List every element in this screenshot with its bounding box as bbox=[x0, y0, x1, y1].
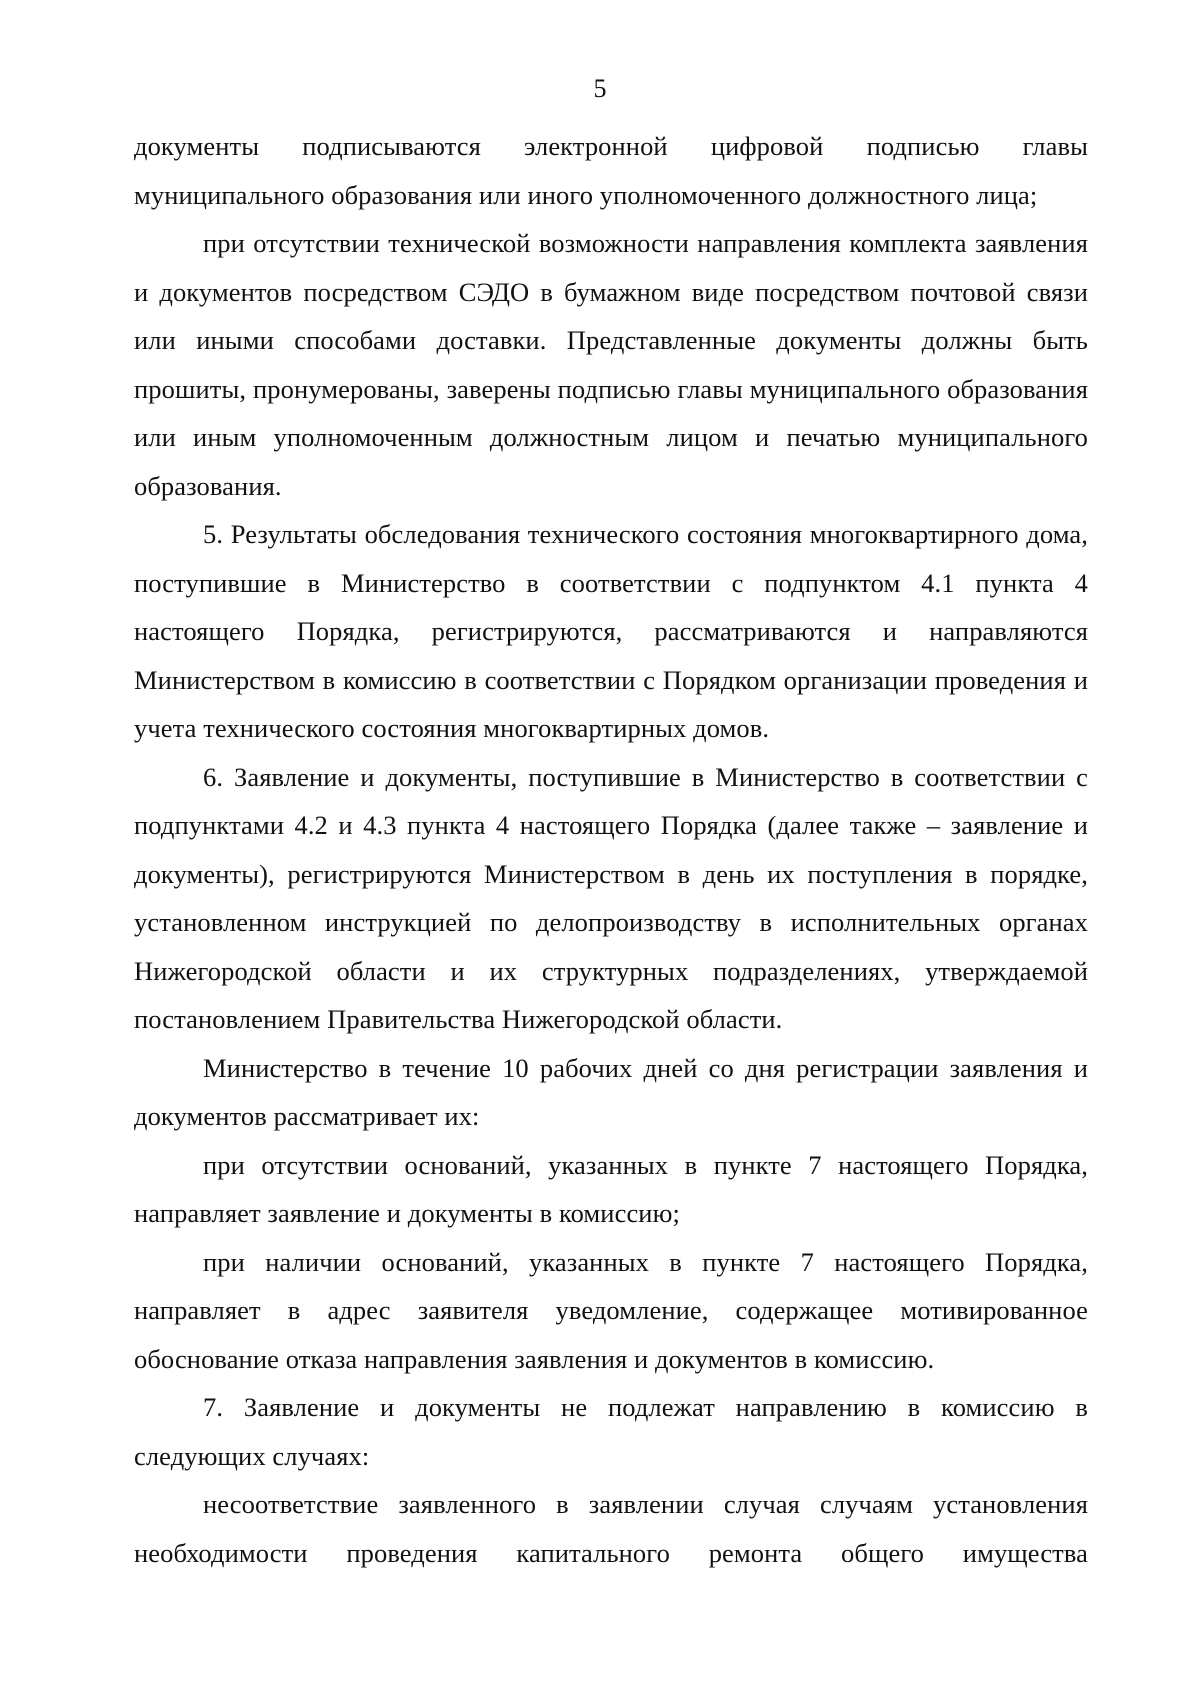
paragraph-item-6: 6. Заявление и документы, поступившие в Министерство в соответствии с подпунктами 4.2 и 4.3 пункта 4 настоящего Порядка (далее также – заявление и документы), регистрируются Министерством в день их поступления в порядке, установленном инструкцией по делопроизводству в исполнительных органах Нижегородской области и их структурных подразделениях, утверждаемой постановлением Правительства Нижегородской области. bbox=[134, 761, 1088, 1034]
paragraph-review-period: Министерство в течение 10 рабочих дней со дня регистрации заявления и документов рассматривает их: bbox=[134, 1052, 1088, 1131]
paragraph-grounds-present: при наличии оснований, указанных в пункте 7 настоящего Порядка, направляет в адрес заявителя уведомление, содержащее мотивированное обоснование отказа направления заявления и документов в комиссию. bbox=[134, 1246, 1088, 1374]
paragraph-paper-submission: при отсутствии технической возможности направления комплекта заявления и документов посредством СЭДО в бумажном виде посредством почтовой связи или иными способами доставки. Представленные документы должны быть прошиты, пронумерованы, заверены подписью главы муниципального образования или иным уполномоченным должностным лицом и печатью муниципального образования. bbox=[134, 228, 1088, 501]
document-body bbox=[134, 122, 1088, 1577]
paragraph-no-grounds: при отсутствии оснований, указанных в пункте 7 настоящего Порядка, направляет заявление и документы в комиссию; bbox=[134, 1149, 1088, 1228]
paragraph-item-5: 5. Результаты обследования технического состояния многоквартирного дома, поступившие в Министерство в соответствии с подпунктом 4.1 пункта 4 настоящего Порядка, регистрируются, рассматриваются и направляются Министерством в комиссию в соответствии с Порядком организации проведения и учета технического состояния многоквартирных домов. bbox=[134, 519, 1088, 743]
page-number: 5 bbox=[593, 74, 607, 103]
paragraph-item-7: 7. Заявление и документы не подлежат направлению в комиссию в следующих случаях: bbox=[134, 1392, 1088, 1471]
paragraph-mismatch-case: несоответствие заявленного в заявлении случая случаям установления необходимости проведения капитального ремонта общего имущества bbox=[134, 1489, 1088, 1568]
paragraph-signature-continuation: документы подписываются электронной цифровой подписью главы муниципального образования или иного уполномоченного должностного лица; bbox=[134, 131, 1088, 210]
